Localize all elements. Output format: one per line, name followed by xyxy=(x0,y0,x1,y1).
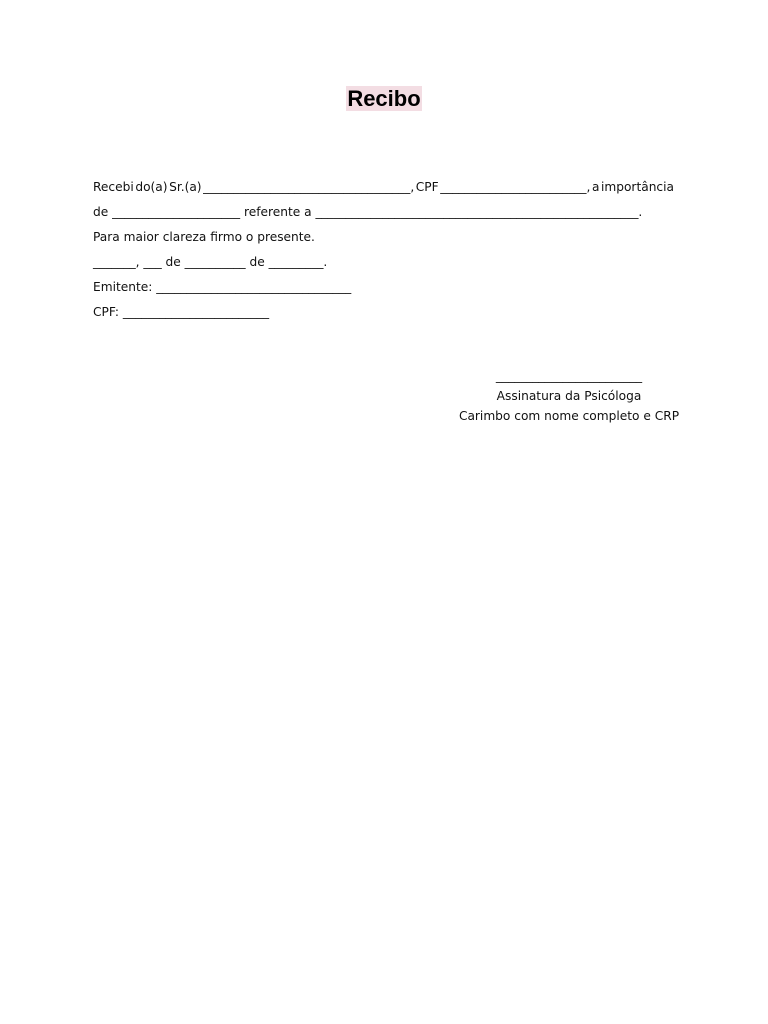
line1-word: CPF xyxy=(415,180,439,194)
line1-word: Recebi xyxy=(93,180,134,194)
date-line: _______, ___ de __________ de _________. xyxy=(93,255,328,269)
signature-block xyxy=(440,366,698,426)
signature-line: ________________________ xyxy=(495,369,643,383)
receipt-line-1 xyxy=(93,175,674,200)
line1-word: importância xyxy=(600,180,674,194)
receipt-line-2: de _____________________ referente a _____________________________________________________. xyxy=(93,205,643,219)
issuer-line: Emitente: ________________________________ xyxy=(93,280,352,294)
document-title: Recibo xyxy=(347,86,421,111)
line1-word: do(a) xyxy=(135,180,168,194)
payer-name-blank: __________________________________, xyxy=(203,180,415,194)
payer-cpf-blank: ________________________, xyxy=(440,180,591,194)
line1-word: a xyxy=(591,180,600,194)
stamp-label: Carimbo com nome completo e CRP xyxy=(458,409,680,423)
line1-word: Sr.(a) xyxy=(169,180,202,194)
signature-label: Assinatura da Psicóloga xyxy=(496,389,642,403)
receipt-body xyxy=(93,175,674,325)
issuer-cpf-line: CPF: ________________________ xyxy=(93,305,270,319)
document-title-wrapper xyxy=(0,86,768,112)
receipt-line-3: Para maior clareza firmo o presente. xyxy=(93,230,315,244)
